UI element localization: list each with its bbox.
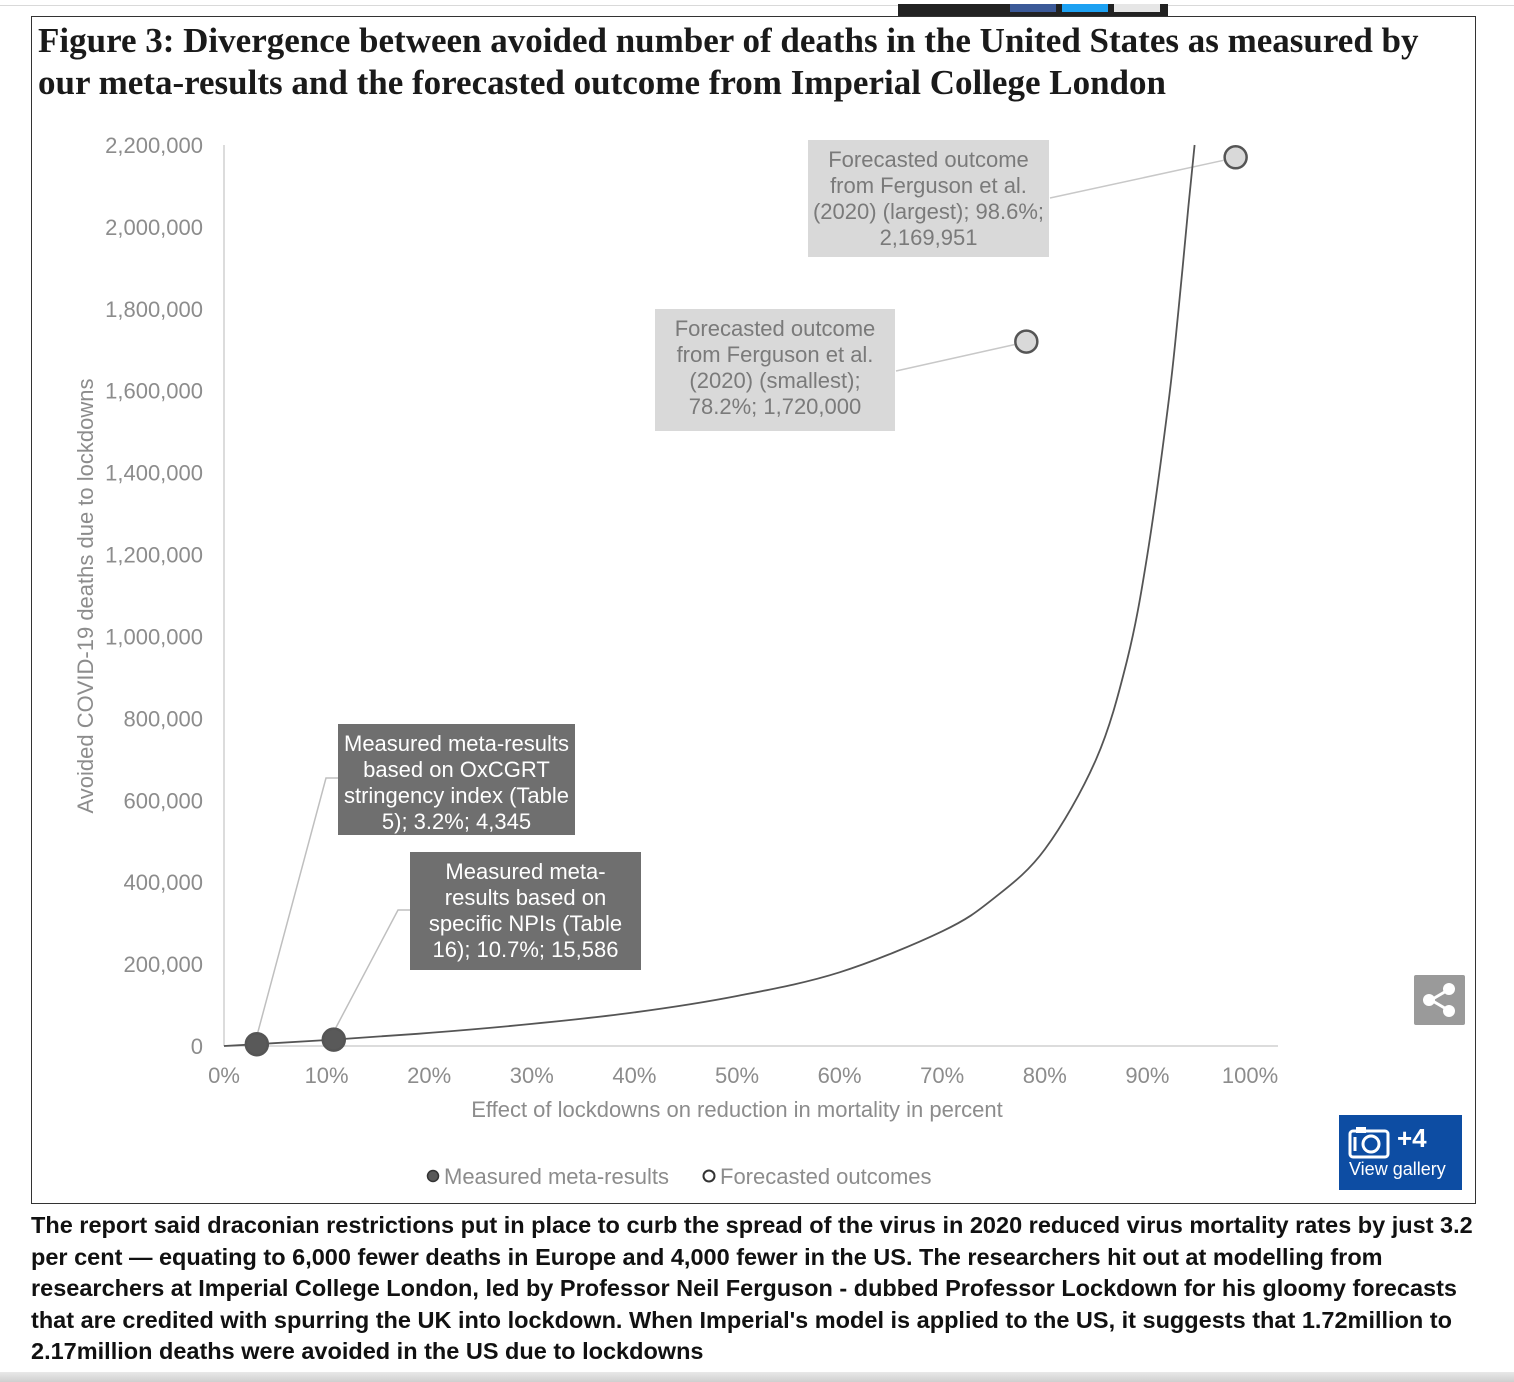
view-gallery-button[interactable] [1339,1115,1462,1190]
callout-text-smallest: 78.2%; 1,720,000 [688,394,862,419]
x-axis-title: Effect of lockdowns on reduction in mortality in percent [471,1097,1003,1122]
callout-text-smallest: Forecasted outcome [674,316,876,341]
y-tick-label: 1,200,000 [105,542,203,568]
callout-text-largest: (2020) (largest); 98.6%; [812,199,1045,224]
callout-text-smallest: (2020) (smallest); [689,368,861,393]
figure-title: Figure 3: Divergence between avoided number of deaths in the United States as measured by our meta-results and the forecasted outcome from Imperial College London [38,21,1419,102]
callout-text-smallest: from Ferguson et al. [676,342,874,367]
y-tick-label: 2,000,000 [105,214,203,240]
x-tick-label: 40% [612,1063,657,1088]
callout-leader-line [257,778,338,1036]
x-tick-label: 50% [714,1063,760,1088]
gallery-count: +4 [1397,1123,1427,1153]
callout-leader-line [1050,160,1224,198]
y-tick-label: 1,800,000 [105,296,203,322]
legend-label-measured: Measured meta-results [444,1164,669,1189]
callout-text-oxcgrt: stringency index (Table [343,783,570,808]
callout-text-npis: Measured meta- [445,859,606,884]
x-tick-label: 60% [817,1063,862,1088]
bottom-fade [0,1372,1514,1382]
forecast-point [1015,331,1037,353]
callout-leader-line [896,345,1014,371]
y-tick-label: 0 [190,1034,203,1059]
callout-text-oxcgrt: Measured meta-results [344,731,569,756]
gallery-label: View gallery [1349,1159,1446,1179]
callout-leader-line [334,910,410,1032]
legend-label-forecast: Forecasted outcomes [720,1164,932,1189]
callout-text-npis: specific NPIs (Table [428,911,623,936]
camera-icon [1347,1123,1395,1163]
callout-text-largest: Forecasted outcome [828,147,1029,172]
y-tick-label: 400,000 [123,870,203,896]
measured-point [323,1029,345,1051]
measured-point [246,1033,268,1055]
x-tick-label: 30% [509,1063,554,1088]
x-tick-label: 80% [1022,1063,1067,1088]
callout-text-largest: 2,169,951 [879,225,978,250]
y-axis-title: Avoided COVID-19 deaths due to lockdowns [73,378,98,814]
y-tick-label: 800,000 [123,706,203,732]
x-tick-label: 0% [208,1063,240,1088]
x-tick-label: 100% [1221,1063,1279,1088]
y-tick-label: 600,000 [123,788,203,814]
share-icon [1414,975,1465,1025]
y-tick-label: 2,200,000 [105,133,203,158]
y-tick-label: 1,400,000 [105,460,203,486]
y-tick-label: 1,000,000 [105,624,203,650]
image-caption: The report said draconian restrictions put in place to curb the spread of the virus in 2020 reduced virus mortality rates by just 3.2 per cent — equating to 6,000 fewer deaths in Europe and 4,000 fewer in the US. The researchers hit out at modelling from researchers at Imperial College London, led by Professor Neil Ferguson - dubbed Professor Lockdown for his gloomy forecasts that are credited with spurring the UK into lockdown. When Imperial's model is applied to the US, it suggests that 1.72million to 2.17million deaths were avoided in the US due to lockdowns [31,1212,1473,1365]
callout-text-largest: from Ferguson et al. [830,173,1027,198]
x-tick-label: 20% [407,1063,452,1088]
x-tick-label: 70% [920,1063,965,1088]
y-tick-label: 1,600,000 [105,378,203,404]
forecast-point [1225,146,1247,168]
callout-text-oxcgrt: 5); 3.2%; 4,345 [381,809,532,834]
x-tick-label: 90% [1125,1063,1170,1088]
y-tick-label: 200,000 [123,952,203,978]
share-button[interactable] [1414,975,1465,1025]
callout-text-npis: 16); 10.7%; 15,586 [432,937,619,962]
exponential-fit-curve [224,145,1195,1046]
callout-text-oxcgrt: based on OxCGRT [363,757,550,782]
callout-text-npis: results based on [444,885,607,910]
legend-marker-measured [428,1171,439,1182]
legend-marker-forecast [704,1171,715,1182]
x-tick-label: 10% [304,1063,349,1088]
